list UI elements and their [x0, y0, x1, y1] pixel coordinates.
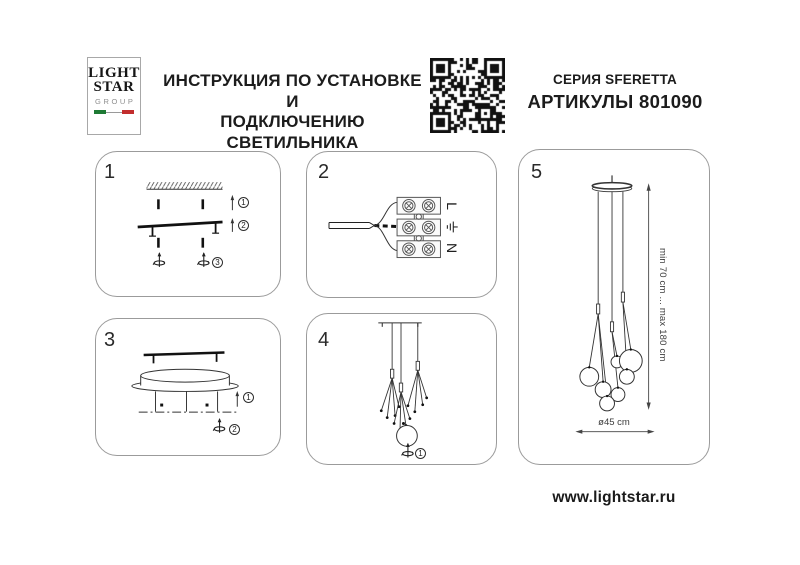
wall-plugs [158, 199, 202, 209]
website-url: www.lightstar.ru [552, 489, 676, 506]
logo-word: LIGHT [88, 65, 140, 81]
article-number: АРТИКУЛЫ 801090 [527, 91, 703, 112]
canopy [132, 369, 238, 391]
glass-sphere [397, 426, 418, 447]
suspension-cords [155, 391, 217, 411]
title-line-2: ПОДКЛЮЧЕНИЮ СВЕТИЛЬНИКА [220, 112, 365, 152]
callout-badge: 1 [415, 448, 426, 459]
mounting-bracket [138, 222, 223, 236]
screw-turn-icon [153, 252, 165, 267]
step-panel-3 [95, 318, 281, 456]
neutral-wire [374, 225, 397, 250]
logo-word: STAR [93, 78, 135, 95]
italy-flag-stripe [94, 110, 134, 114]
step-number-3: 3 [104, 329, 116, 351]
diameter-label: ø45 cm [598, 417, 630, 428]
height-dimension-arrow [647, 183, 651, 410]
pendant-cone [407, 323, 429, 413]
height-range-label: min 70 cm ... max 180 cm [657, 248, 668, 362]
step-panel-2 [306, 151, 497, 298]
step3-diagram [96, 319, 280, 455]
callout-badge: 1 [238, 197, 249, 208]
screws [158, 238, 202, 248]
step-panel-1 [95, 151, 281, 297]
logo-group-word: GROUP [95, 97, 136, 106]
screw-dot [160, 404, 163, 407]
screw-turn-icon [197, 252, 209, 267]
arrow-up-icon [231, 218, 235, 232]
step-number-1: 1 [104, 161, 116, 183]
step1-diagram [96, 152, 280, 296]
earth-ground-icon [447, 222, 457, 233]
qr-code-icon [430, 58, 505, 133]
step-number-2: 2 [318, 161, 330, 183]
screw-dot [206, 404, 209, 407]
mounting-bracket [144, 353, 225, 364]
title-line-1: ИНСТРУКЦИЯ ПО УСТАНОВКЕ И [163, 71, 422, 111]
sphere-fitting-dot [402, 422, 405, 425]
line-terminal-label: L [444, 202, 460, 210]
pendant-lamp [580, 175, 642, 411]
lightstar-logo [87, 57, 141, 135]
diameter-dimension-arrow [575, 430, 654, 434]
arrow-up-icon [236, 391, 240, 407]
callout-badge: 2 [238, 220, 249, 231]
series-name: СЕРИЯ SFERETTA [553, 72, 677, 87]
pendant-cone [380, 323, 401, 419]
glass-spheres [580, 350, 642, 411]
arrow-up-icon [231, 195, 235, 210]
callout-badge: 1 [243, 392, 254, 403]
screw-turn-icon [213, 418, 225, 433]
canopy-edge [378, 323, 421, 327]
mains-cable [329, 223, 374, 229]
step-panel-4 [306, 313, 497, 465]
callout-badge: 2 [229, 424, 240, 435]
terminal-block [397, 197, 440, 257]
line-wire [374, 202, 397, 225]
step2-wiring-diagram [307, 152, 496, 297]
step4-diagram [307, 314, 496, 464]
product-info [519, 72, 711, 113]
callout-badge: 3 [212, 257, 223, 268]
step-number-5: 5 [531, 161, 543, 183]
page-title [155, 71, 430, 153]
ceiling-hatch [147, 182, 223, 189]
neutral-terminal-label: N [444, 242, 460, 254]
step-number-4: 4 [318, 329, 330, 351]
